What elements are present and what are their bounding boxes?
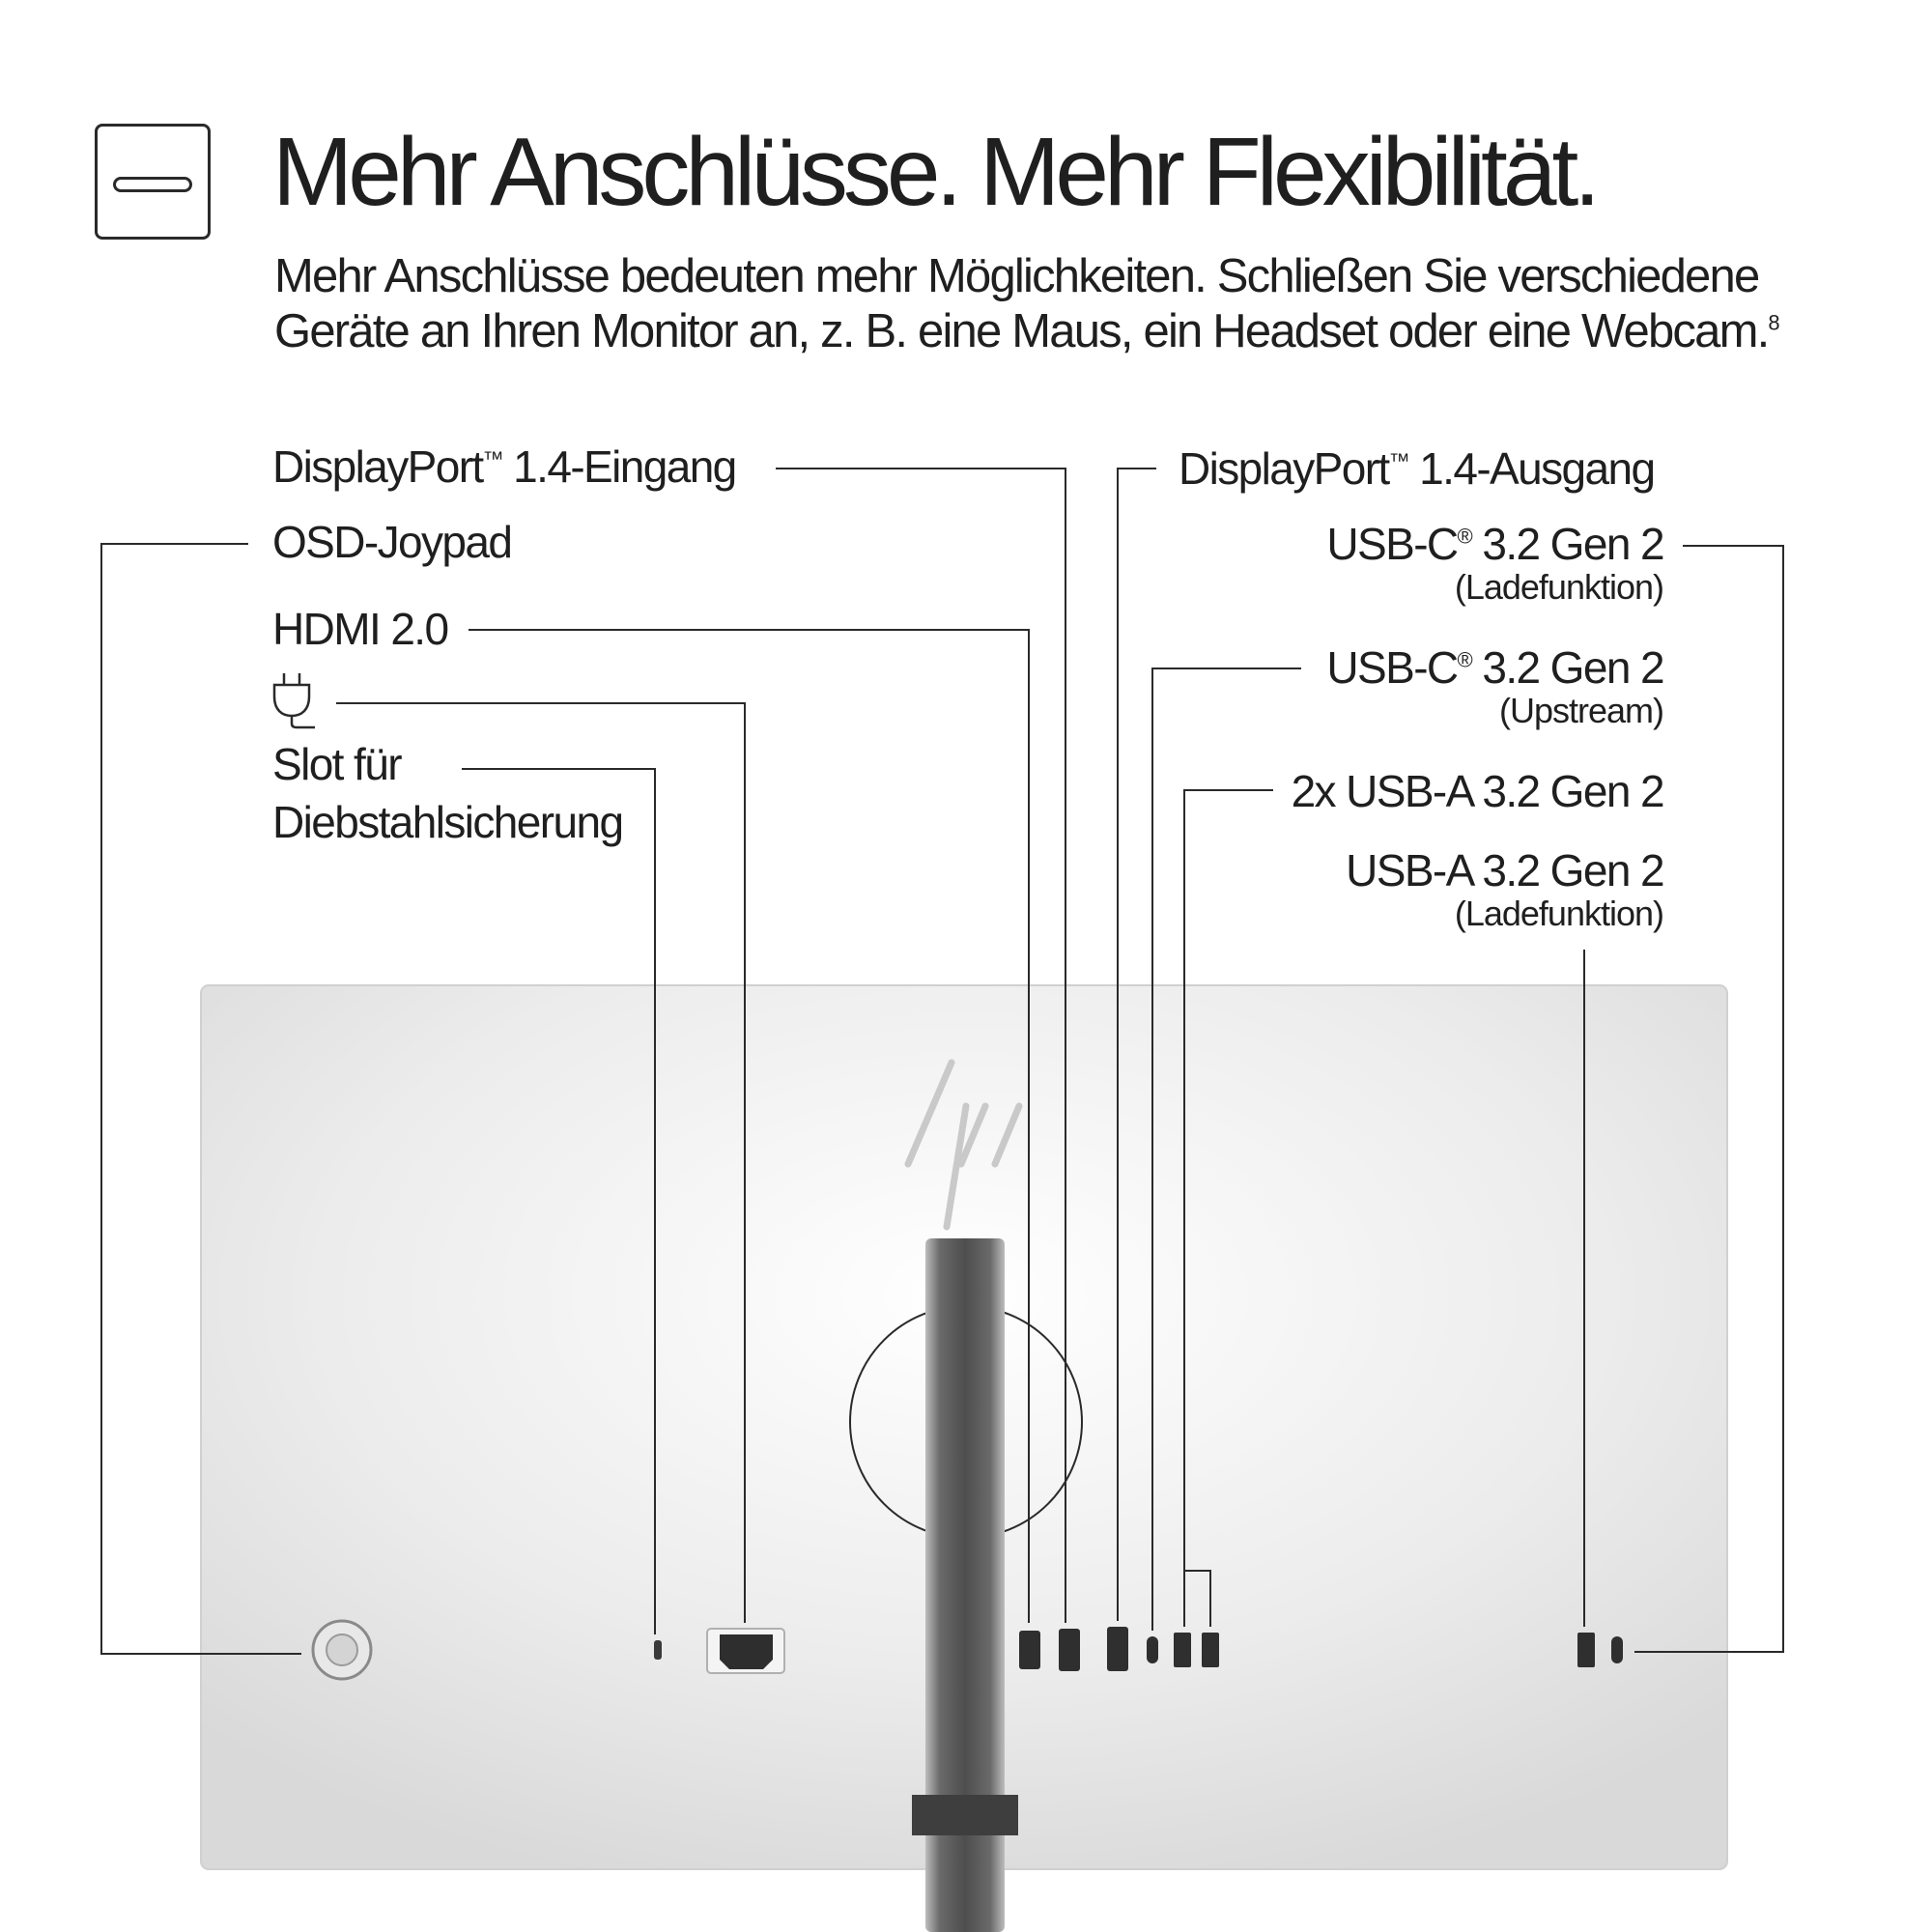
label-displayport-out: DisplayPort™ 1.4-Ausgang	[1179, 443, 1655, 494]
displayport-out-port	[1107, 1627, 1128, 1671]
footnote-marker: 8	[1768, 310, 1778, 335]
stand-clip	[912, 1795, 1018, 1835]
label-usbc-upstream: USB-C® 3.2 Gen 2	[1326, 642, 1663, 693]
label-osd-joypad: OSD-Joypad	[272, 517, 512, 567]
label-lock-slot-1: Slot für	[272, 739, 401, 789]
usbc-charge-port	[1611, 1636, 1623, 1663]
label-usbc-charge: USB-C® 3.2 Gen 2	[1326, 519, 1663, 569]
sublabel-usbc-charge: (Ladefunktion)	[1454, 567, 1663, 607]
label-hdmi: HDMI 2.0	[272, 604, 448, 654]
subtitle-text: Mehr Anschlüsse bedeuten mehr Möglichkeiten. Schließen Sie verschiedene Geräte an Ihren Monitor an, z. B. eine Maus, ein Headset oder eine Webcam.	[274, 250, 1769, 357]
displayport-in-port	[1059, 1629, 1080, 1671]
usba-port-1	[1174, 1633, 1191, 1667]
hdmi-port	[1019, 1631, 1040, 1669]
label-displayport-in: DisplayPort™ 1.4-Eingang	[272, 441, 736, 492]
power-port	[707, 1629, 784, 1673]
label-usba-charge: USB-A 3.2 Gen 2	[1346, 845, 1663, 895]
usbc-upstream-port	[1147, 1636, 1158, 1663]
joypad-button	[313, 1621, 371, 1679]
usba-charge-port	[1577, 1633, 1595, 1667]
label-lock-slot-2: Diebstahlsicherung	[272, 797, 623, 847]
page-title: Mehr Anschlüsse. Mehr Flexibilität.	[272, 118, 1597, 226]
usba-port-2	[1202, 1633, 1219, 1667]
label-usba-2x: 2x USB-A 3.2 Gen 2	[1291, 766, 1663, 816]
sublabel-usbc-upstream: (Upstream)	[1498, 691, 1663, 730]
sublabel-usba-charge: (Ladefunktion)	[1454, 894, 1663, 933]
lock-slot-port	[654, 1640, 662, 1660]
